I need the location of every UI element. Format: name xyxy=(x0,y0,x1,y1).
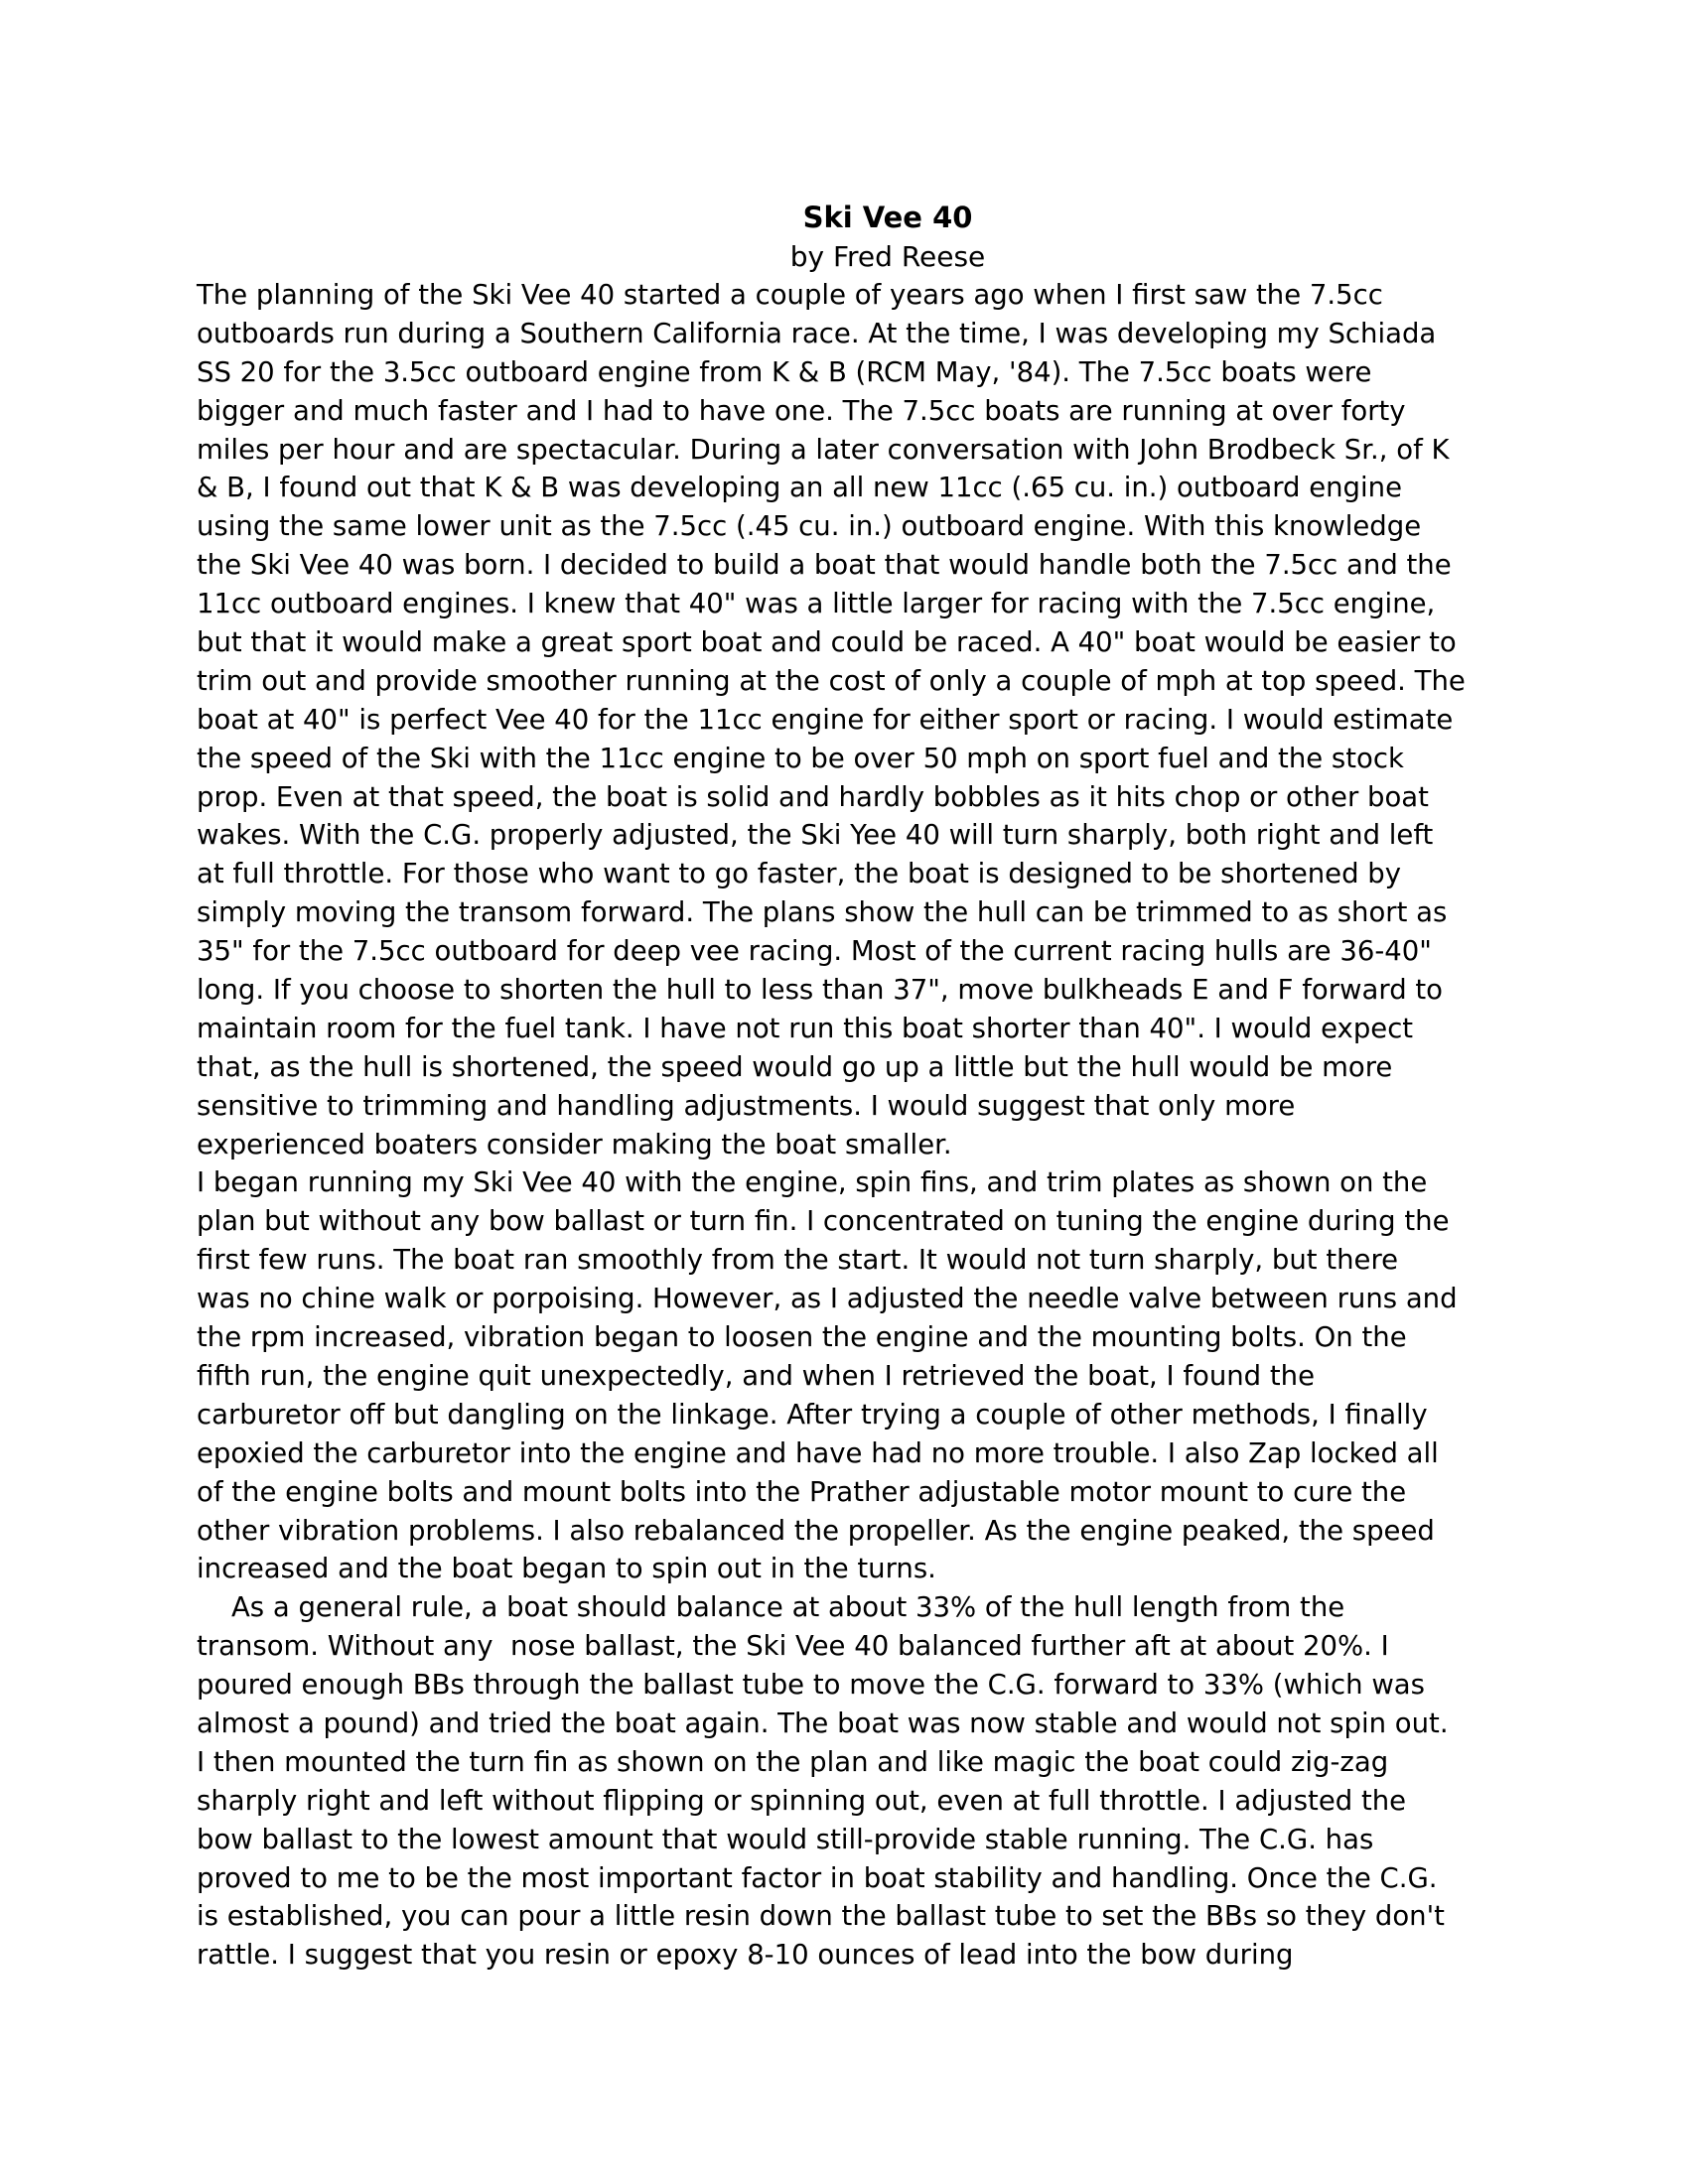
article-title: Ski Vee 40 xyxy=(802,201,973,234)
text-line: sensitive to trimming and handling adjustments. I would suggest that only more xyxy=(197,1089,1296,1122)
text-line: was no chine walk or porpoising. However, as I adjusted the needle valve between runs and xyxy=(197,1283,1458,1315)
text-line: the rpm increased, vibration began to loosen the engine and the mounting bolts. On the xyxy=(197,1321,1407,1354)
text-line: poured enough BBs through the ballast tube to move the C.G. forward to 33% (which was xyxy=(197,1669,1425,1702)
text-line: bow ballast to the lowest amount that would still-provide stable running. The C.G. has xyxy=(197,1823,1374,1855)
text-line: that, as the hull is shortened, the speed would go up a little but the hull would be more xyxy=(197,1050,1393,1083)
text-line: increased and the boat began to spin out in the turns. xyxy=(197,1553,936,1585)
text-line: rattle. I suggest that you resin or epoxy 8-10 ounces of lead into the bow during xyxy=(197,1939,1294,1972)
text-line: bigger and much faster and I had to have one. The 7.5cc boats are running at over forty xyxy=(197,394,1406,427)
text-line: almost a pound) and tried the boat again. The boat was now stable and would not spin out. xyxy=(197,1706,1449,1739)
text-line: & B, I found out that K & B was developing an all new 11cc (.65 cu. in.) outboard engine xyxy=(197,472,1403,504)
text-line: maintain room for the fuel tank. I have not run this boat shorter than 40". I would expect xyxy=(197,1012,1414,1044)
text-line: simply moving the transom forward. The plans show the hull can be trimmed to as short as xyxy=(197,896,1448,929)
text-line: epoxied the carburetor into the engine and have had no more trouble. I also Zap locked all xyxy=(197,1436,1439,1469)
text-line: proved to me to be the most important factor in boat stability and handling. Once the C.G. xyxy=(197,1861,1438,1894)
text-line: The planning of the Ski Vee 40 started a couple of years ago when I first saw the 7.5cc xyxy=(197,279,1383,311)
text-line: the speed of the Ski with the 11cc engine to be over 50 mph on sport fuel and the stock xyxy=(197,742,1404,774)
text-line: trim out and provide smoother running at the cost of only a couple of mph at top speed. The xyxy=(197,664,1466,697)
text-line: carburetor off but dangling on the linkage. After trying a couple of other methods, I finally xyxy=(197,1398,1428,1431)
text-line: 35" for the 7.5cc outboard for deep vee racing. Most of the current racing hulls are 36-40" xyxy=(197,935,1432,968)
text-line: I then mounted the turn fin as shown on the plan and like magic the boat could zig-zag xyxy=(197,1745,1389,1778)
text-line: miles per hour and are spectacular. During a later conversation with John Brodbeck Sr., of K xyxy=(197,433,1450,466)
text-line: plan but without any bow ballast or turn fin. I concentrated on tuning the engine during the xyxy=(197,1205,1450,1238)
text-line: other vibration problems. I also rebalanced the propeller. As the engine peaked, the speed xyxy=(197,1514,1435,1547)
text-line: transom. Without any nose ballast, the Ski Vee 40 balanced further aft at about 20%. I xyxy=(197,1630,1389,1663)
text-line: is established, you can pour a little resin down the ballast tube to set the BBs so they don't xyxy=(197,1900,1445,1933)
text-line: I began running my Ski Vee 40 with the engine, spin fins, and trim plates as shown on the xyxy=(197,1166,1428,1199)
article-byline: by Fred Reese xyxy=(789,240,986,273)
text-line: fifth run, the engine quit unexpectedly, and when I retrieved the boat, I found the xyxy=(197,1359,1316,1392)
text-line: As a general rule, a boat should balance at about 33% of the hull length from the xyxy=(197,1591,1345,1624)
text-line: outboards run during a Southern California race. At the time, I was developing my Schiada xyxy=(197,317,1437,349)
text-line: SS 20 for the 3.5cc outboard engine from K & B (RCM May, '84). The 7.5cc boats were xyxy=(197,355,1372,388)
text-line: wakes. With the C.G. properly adjusted, the Ski Yee 40 will turn sharply, both right and left xyxy=(197,819,1434,852)
text-line: experienced boaters consider making the boat smaller. xyxy=(197,1128,952,1160)
text-line: first few runs. The boat ran smoothly from the start. It would not turn sharply, but there xyxy=(197,1244,1399,1277)
text-line: long. If you choose to shorten the hull to less than 37", move bulkheads E and F forward to xyxy=(197,974,1444,1007)
text-line: the Ski Vee 40 was born. I decided to build a boat that would handle both the 7.5cc and the xyxy=(197,549,1452,582)
text-line: boat at 40" is perfect Vee 40 for the 11cc engine for either sport or racing. I would estimate xyxy=(197,703,1454,736)
text-line: 11cc outboard engines. I knew that 40" was a little larger for racing with the 7.5cc engine, xyxy=(197,588,1436,620)
article-body xyxy=(197,276,1507,1975)
text-line: using the same lower unit as the 7.5cc (.45 cu. in.) outboard engine. With this knowledge xyxy=(197,510,1422,543)
text-line: of the engine bolts and mount bolts into the Prather adjustable motor mount to cure the xyxy=(197,1475,1407,1508)
article xyxy=(197,197,1507,1975)
text-line: sharply right and left without flipping or spinning out, even at full throttle. I adjusted the xyxy=(197,1784,1407,1817)
text-line: prop. Even at that speed, the boat is solid and hardly bobbles as it hits chop or other boat xyxy=(197,780,1429,813)
text-line: at full throttle. For those who want to go faster, the boat is designed to be shortened by xyxy=(197,858,1402,890)
text-line: but that it would make a great sport boat and could be raced. A 40" boat would be easier to xyxy=(197,626,1457,659)
